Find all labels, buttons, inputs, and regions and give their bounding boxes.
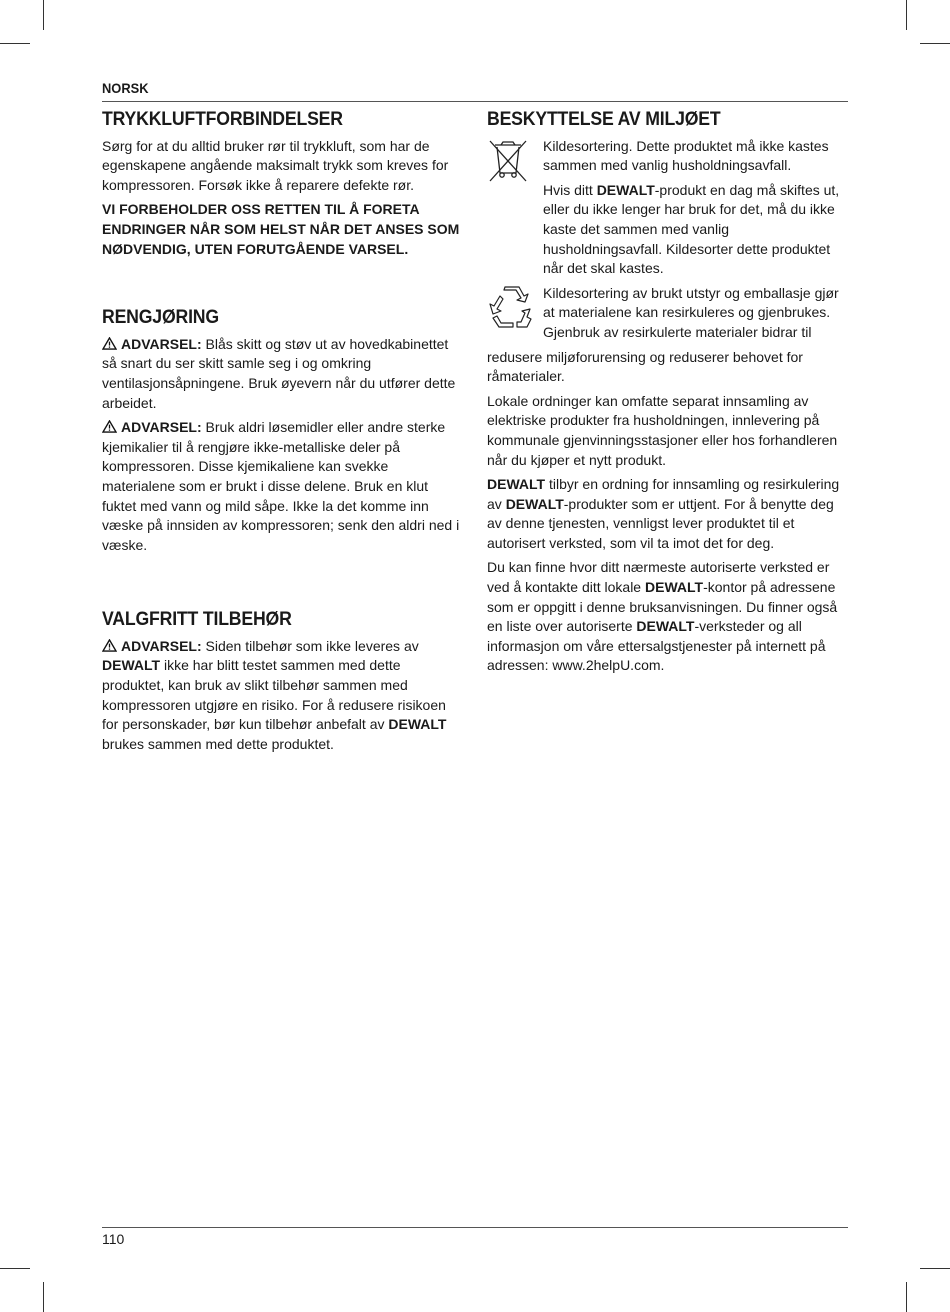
right-column bbox=[487, 110, 848, 681]
warning-label: ADVARSEL: bbox=[121, 419, 202, 436]
footer-rule bbox=[102, 1227, 848, 1228]
cleaning-warning-1 bbox=[102, 335, 460, 413]
brand-name: DEWALT bbox=[636, 618, 695, 635]
crop-mark bbox=[906, 0, 907, 30]
environment-continuation: redusere miljøforurensing og reduserer behovet for råmaterialer. bbox=[487, 348, 803, 385]
cleaning-section bbox=[102, 308, 460, 555]
body-text: -produkt en dag må skiftes ut, eller du ikke lenger har bruk for det, må du ikke kaste det sammen med vanlig husholdningsavfall. Kildesorter dette produktet når det skal kastes. bbox=[543, 181, 840, 277]
left-column bbox=[102, 110, 460, 759]
compressed-air-heading: TRYKKLUFTFORBINDELSER bbox=[102, 109, 343, 130]
recycle-block bbox=[487, 284, 848, 348]
warning-triangle-icon bbox=[102, 337, 117, 350]
header-rule bbox=[102, 101, 848, 102]
crop-mark bbox=[906, 1282, 907, 1312]
crop-mark bbox=[0, 43, 30, 44]
brand-name: DEWALT bbox=[102, 657, 161, 674]
find-workshop bbox=[487, 558, 848, 676]
warning-triangle-icon bbox=[102, 639, 117, 652]
reservation-notice: VI FORBEHOLDER OSS RETTEN TIL Å FORETA ENDRINGER NÅR SOM HELST NÅR DET ANSES SOM NØDVENDIG, UTEN FORUTGÅENDE VARSEL. bbox=[102, 201, 460, 257]
cleaning-warning-2 bbox=[102, 418, 460, 555]
accessories-heading: VALGFRITT TILBEHØR bbox=[102, 609, 292, 631]
brand-name: DEWALT bbox=[596, 181, 655, 198]
cleaning-heading: RENGJØRING bbox=[102, 307, 219, 329]
weee-text-2 bbox=[543, 181, 848, 279]
body-text: -produkter som er uttjent. For å benytte deg av denne tjenesten, vennligst lever produktet til et autorisert verksted, som vil ta imot det for deg. bbox=[487, 495, 834, 551]
dewalt-collection bbox=[487, 475, 848, 553]
warning-text: ikke har blitt testet sammen med dette produktet, kan bruk av slikt tilbehør sammen med kompressoren utgjøre en risiko. For å redusere risikoen for personskader, bør kun tilbehør anbefalt av bbox=[102, 657, 446, 733]
warning-text: Blås skitt og støv ut av hovedkabinettet så snart du ser skitt samle seg i og omkring ventilasjonsåpningene. Bruk øyevern når du utfører dette arbeidet. bbox=[102, 335, 456, 411]
local-arrangements: Lokale ordninger kan omfatte separat innsamling av elektriske produkter fra husholdningen, innlevering på kommunale gjenvinningsstasjoner eller hos forhandleren når du kjøper et nytt produkt. bbox=[487, 392, 838, 468]
environment-heading: BESKYTTELSE AV MILJØET bbox=[487, 109, 721, 130]
crop-mark bbox=[43, 1282, 44, 1312]
warning-label: ADVARSEL: bbox=[121, 637, 202, 654]
language-header: NORSK bbox=[102, 80, 149, 96]
crop-mark bbox=[0, 1268, 30, 1269]
accessories-warning bbox=[102, 637, 460, 755]
recycling-symbol-icon bbox=[487, 284, 533, 330]
recycle-text: Kildesortering av brukt utstyr og emballasje gjør at materialene kan resirkuleres og gjenbrukes. Gjenbruk av resirkulerte materialer bidrar til bbox=[543, 284, 839, 340]
compressed-air-body: Sørg for at du alltid bruker rør til trykkluft, som har de egenskapene angående maksimalt trykk som kreves for kompressoren. Forsøk ikke å reparere defekte rør. bbox=[102, 137, 449, 193]
warning-triangle-icon bbox=[102, 420, 117, 433]
warning-text: Siden tilbehør som ikke leveres av bbox=[201, 637, 419, 654]
weee-text-1: Kildesortering. Dette produktet må ikke kastes sammen med vanlig husholdningsavfall. bbox=[543, 137, 829, 174]
compressed-air-section bbox=[102, 110, 460, 259]
body-text: -kontor på adressene som er oppgitt i denne bruksanvisningen. Du finner også en liste over autoriserte bbox=[487, 579, 838, 635]
brand-name: DEWALT bbox=[505, 495, 564, 512]
crossed-out-wheelie-bin-icon bbox=[487, 137, 529, 183]
body-text: tilbyr en ordning for innsamling og resirkulering av bbox=[487, 476, 840, 512]
body-text: Hvis ditt bbox=[543, 181, 597, 198]
body-text: -verksteder og all informasjon om våre ettersalgstjenester på internett på adressen: www.2helpU.com. bbox=[487, 618, 826, 674]
body-text: Du kan finne hvor ditt nærmeste autoriserte verksted er ved å kontakte ditt lokale bbox=[487, 559, 830, 596]
warning-text: Bruk aldri løsemidler eller andre sterke kjemikalier til å rengjøre ikke-metalliske deler på kompressoren. Disse kjemikaliene kan svekke materialene som er brukt i disse delene. Bruk en klut fuktet med vann og mild såpe. Ikke la det komme inn væske på innsiden av kompressoren; senk den aldri ned i væske. bbox=[102, 419, 460, 553]
page-number: 110 bbox=[102, 1231, 125, 1247]
crop-mark bbox=[920, 1268, 950, 1269]
accessories-section bbox=[102, 610, 460, 754]
brand-name: DEWALT bbox=[487, 476, 546, 493]
brand-name: DEWALT bbox=[645, 579, 704, 596]
crop-mark bbox=[920, 43, 950, 44]
crop-mark bbox=[43, 0, 44, 30]
brand-name: DEWALT bbox=[388, 716, 447, 733]
weee-block bbox=[487, 137, 848, 284]
warning-label: ADVARSEL: bbox=[121, 335, 202, 352]
warning-text: brukes sammen med dette produktet. bbox=[102, 735, 334, 752]
